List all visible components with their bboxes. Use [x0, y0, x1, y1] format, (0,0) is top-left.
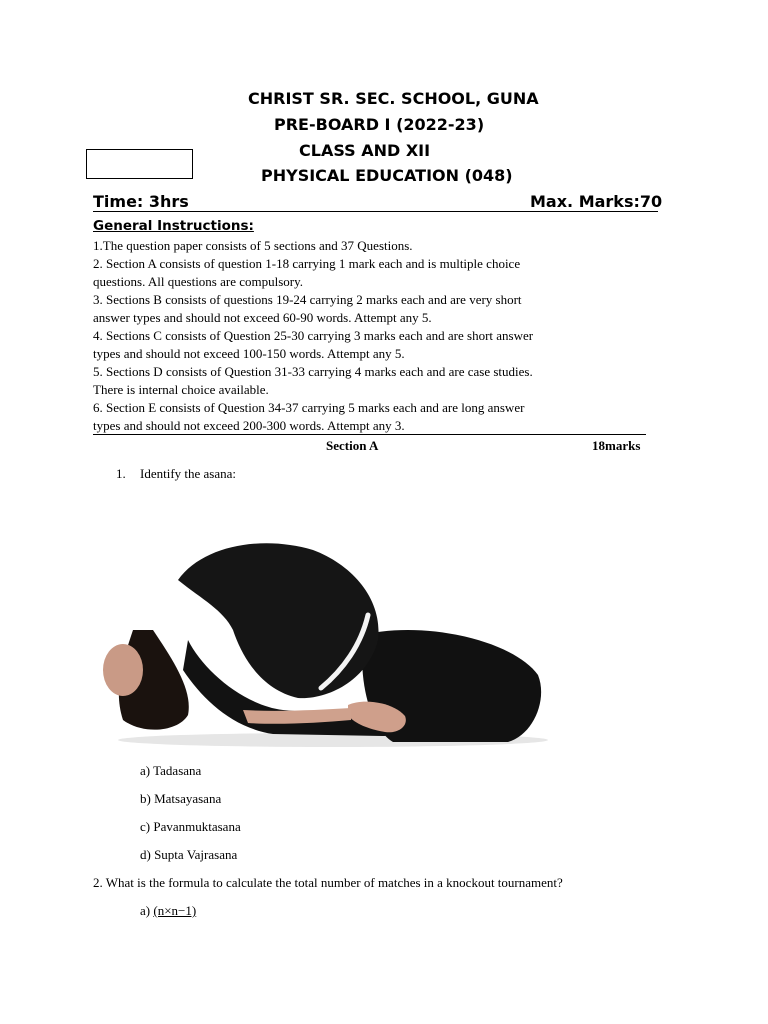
option-a — [140, 903, 196, 919]
class-title: CLASS AND XII — [299, 141, 431, 160]
section-title: Section A — [326, 438, 379, 453]
instruction-line: 5. Sections D consists of Question 31-33 carrying 4 marks each and are case studies. — [93, 364, 533, 379]
instruction-line: questions. All questions are compulsory. — [93, 274, 304, 289]
instruction-line: 3. Sections B consists of questions 19-24 carrying 2 marks each and are very short — [93, 292, 522, 307]
option-c: c) Pavanmuktasana — [140, 819, 241, 834]
max-marks-label: Max. Marks:70 — [530, 192, 663, 211]
exam-title: PRE-BOARD I (2022-23) — [274, 115, 485, 134]
option-formula: (n×n−1) — [153, 903, 197, 918]
instruction-line: 6. Section E consists of Question 34-37 carrying 5 marks each and are long answer — [93, 400, 525, 415]
instruction-line: There is internal choice available. — [93, 382, 269, 397]
option-d: d) Supta Vajrasana — [140, 847, 238, 862]
time-label: Time: 3hrs — [93, 192, 189, 211]
option-b: b) Matsayasana — [140, 791, 222, 806]
general-instructions-title: General Instructions: — [93, 218, 254, 234]
asana-figure — [93, 520, 553, 750]
instruction-line: 4. Sections C consists of Question 25-30 carrying 3 marks each and are short answer — [93, 328, 534, 343]
question-number: 1. — [116, 466, 126, 481]
question-text: 2. What is the formula to calculate the total number of matches in a knockout tournament? — [93, 875, 563, 890]
instruction-line: types and should not exceed 200-300 words. Attempt any 3. — [93, 418, 405, 433]
school-name: CHRIST SR. SEC. SCHOOL, GUNA — [248, 89, 539, 108]
subject-title: PHYSICAL EDUCATION (048) — [261, 166, 513, 185]
section-marks: 18marks — [592, 438, 641, 453]
head-shape — [103, 644, 143, 696]
option-label: a) — [140, 903, 154, 918]
option-a: a) Tadasana — [140, 763, 202, 778]
instruction-line: types and should not exceed 100-150 words. Attempt any 5. — [93, 346, 405, 361]
instruction-line: 2. Section A consists of question 1-18 carrying 1 mark each and is multiple choice — [93, 256, 521, 271]
instruction-line: 1.The question paper consists of 5 sections and 37 Questions. — [93, 238, 413, 253]
instruction-line: answer types and should not exceed 60-90 words. Attempt any 5. — [93, 310, 432, 325]
roll-number-box — [86, 149, 193, 179]
question-text: Identify the asana: — [140, 466, 237, 481]
section-divider — [93, 434, 646, 435]
